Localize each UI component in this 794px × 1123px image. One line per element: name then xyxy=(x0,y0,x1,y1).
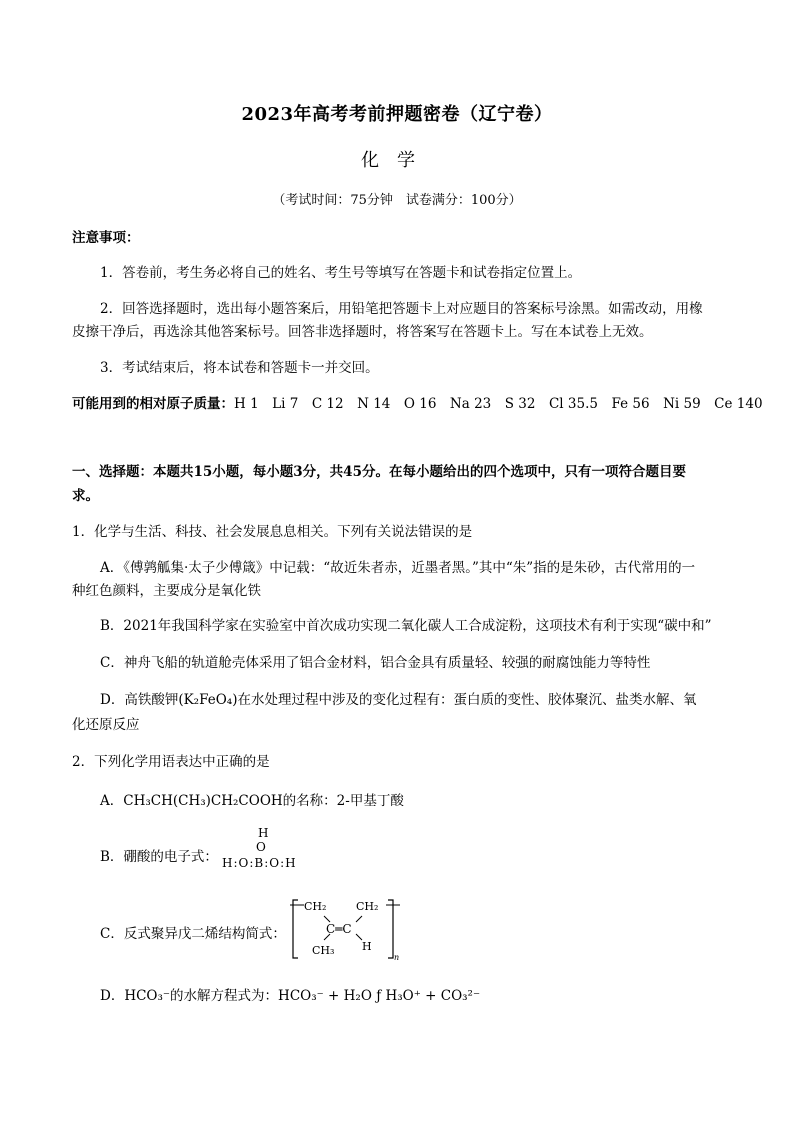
q2-option-a-prefix: A． xyxy=(100,793,124,809)
boric-acid-lewis-structure xyxy=(220,826,310,876)
q1-option-d-text: 在水处理过程中涉及的变化过程有：蛋白质的变性、胶体聚沉、盐类水解、氧 xyxy=(237,692,697,708)
struct-n: n xyxy=(394,953,400,962)
exam-time-info: （考试时间：75分钟 试卷满分：100分） xyxy=(272,193,522,208)
q2-option-d-text: 的水解方程式为： xyxy=(170,988,279,1004)
struct-ch2-left: CH₂ xyxy=(304,900,327,913)
atomic-masses-label: 可能用到的相对原子质量： xyxy=(72,396,234,412)
subject-title: 化学 xyxy=(361,150,433,171)
q2-option-d xyxy=(100,984,480,1004)
q1-stem: 1．化学与生活、科技、社会发展息息相关。下列有关说法错误的是 xyxy=(72,524,473,540)
notice-item-2: 2．回答选择题时，选出每小题答案后，用铅笔把答题卡上对应题目的答案标号涂黑。如需改动，用橡 xyxy=(100,301,703,317)
section1-heading-cont: 求。 xyxy=(72,488,99,504)
q2-option-a xyxy=(100,789,404,809)
q2-option-a-text: 的名称：2-甲基丁酸 xyxy=(282,793,404,809)
q1-option-b: B．2021年我国科学家在实验室中首次成功实现二氧化碳人工合成淀粉，这项技术有利于实现“碳中和” xyxy=(100,618,712,634)
q2-option-c: C．反式聚异戊二烯结构简式： xyxy=(100,926,286,942)
q1-option-d-prefix: D．高铁酸钾 xyxy=(100,692,179,708)
struct-ch2-right: CH₂ xyxy=(356,900,379,913)
q2-option-d-prefix: D． xyxy=(100,988,125,1004)
notice-heading: 注意事项： xyxy=(72,230,140,246)
q1-option-a: A．《傅鹑觚集·太子少傅箴》中记载：“故近朱者赤，近墨者黑。”其中“朱”指的是朱砂，古代常用的一 xyxy=(100,560,696,576)
q2-option-d-equation: HCO₃⁻ + H₂O ƒ H₃O⁺ + CO₃²⁻ xyxy=(278,988,481,1004)
q1-option-a-cont: 种红色颜料，主要成分是氧化铁 xyxy=(72,583,261,599)
q2-option-b: B．硼酸的电子式： xyxy=(100,849,218,865)
struct-c-double-c: C═C xyxy=(326,922,352,936)
q1-option-d xyxy=(100,688,696,708)
trans-polyisoprene-structure xyxy=(290,896,400,962)
q2-option-a-formula: CH₃CH(CH₃)CH₂COOH xyxy=(123,793,283,809)
exam-title: 2023年高考考前押题密卷（辽宁卷） xyxy=(241,104,553,125)
lewis-top-h: H xyxy=(258,826,269,840)
lewis-row: H:O:B:O:H xyxy=(222,856,297,870)
q2-option-d-ion: HCO₃⁻ xyxy=(124,988,171,1004)
atomic-masses xyxy=(72,392,763,412)
q2-stem: 2．下列化学用语表达中正确的是 xyxy=(72,754,270,770)
q1-option-d-formula: (K₂FeO₄) xyxy=(178,692,238,708)
q1-option-d-cont: 化还原反应 xyxy=(72,717,140,733)
notice-item-3: 3．考试结束后，将本试卷和答题卡一并交回。 xyxy=(100,360,379,376)
section1-heading: 一、选择题：本题共15小题，每小题3分，共45分。在每小题给出的四个选项中，只有一项符合题目要 xyxy=(72,464,686,480)
struct-ch3: CH₃ xyxy=(312,944,335,957)
atomic-masses-values: H 1 Li 7 C 12 N 14 O 16 Na 23 S 32 Cl 35.5 Fe 56 Ni 59 Ce 140 xyxy=(234,396,763,412)
notice-item-2-cont: 皮擦干净后，再选涂其他答案标号。回答非选择题时，将答案写在答题卡上。写在本试卷上无效。 xyxy=(72,324,653,340)
notice-item-1: 1．答卷前，考生务必将自己的姓名、考生号等填写在答题卡和试卷指定位置上。 xyxy=(100,265,582,281)
q1-option-c: C．神舟飞船的轨道舱壳体采用了铝合金材料，铝合金具有质量轻、较强的耐腐蚀能力等特性 xyxy=(100,655,651,671)
lewis-top-o: O xyxy=(256,840,266,854)
struct-h: H xyxy=(362,940,372,953)
